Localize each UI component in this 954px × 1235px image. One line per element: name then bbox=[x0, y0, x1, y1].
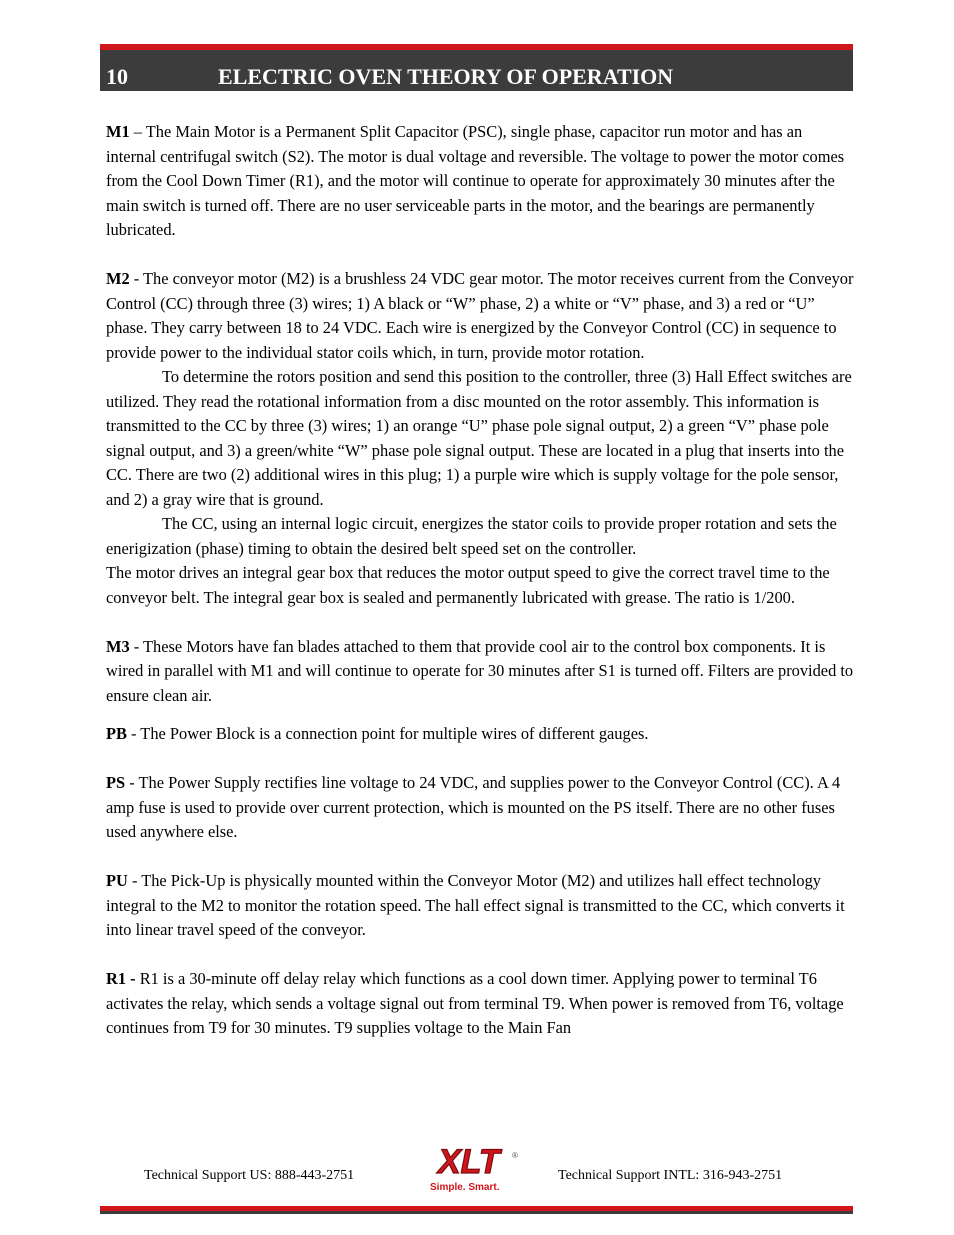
page-title: ELECTRIC OVEN THEORY OF OPERATION bbox=[218, 64, 674, 89]
xlt-logo bbox=[424, 1140, 528, 1194]
term-m1: M1 bbox=[106, 122, 130, 141]
paragraph-m2-logic: The CC, using an internal logic circuit, energizes the stator coils to provide proper rotation and sets the enerigization (phase) timing to obtain the desired belt speed set on the controller. bbox=[106, 514, 837, 558]
paragraph-ps bbox=[106, 771, 854, 845]
paragraph-pb bbox=[106, 722, 854, 747]
paragraph-r1 bbox=[106, 967, 854, 1041]
r1-description: R1 is a 30-minute off delay relay which functions as a cool down timer. Applying power to terminal T6 activates the relay, which sends a voltage signal out from terminal T9. When power is removed from T6, voltage continues from T9 for 30 minutes. T9 supplies voltage to the Main Fan bbox=[106, 969, 844, 1037]
pb-description: - The Power Block is a connection point for multiple wires of different gauges. bbox=[126, 724, 649, 743]
support-us-phone: Technical Support US: 888-443-2751 bbox=[144, 1168, 355, 1183]
ps-description: - The Power Supply rectifies line voltage to 24 VDC, and supplies power to the Conveyor Control (CC). A 4 amp fuse is used to provide over current protection, which is mounted on the PS itself. There are no other fuses used anywhere else. bbox=[106, 773, 841, 841]
m3-description: - These Motors have fan blades attached to them that provide cool air to the control box components. It is wired in parallel with M1 and will continue to operate for 30 minutes after S1 is turned off. Filters are provided to ensure clean air. bbox=[106, 636, 854, 705]
section-number: 10 bbox=[106, 64, 128, 89]
paragraph-m2-hall: To determine the rotors position and send this position to the controller, three (3) Hall Effect switches are utilized. They read the rotational information from a disc mounted on the rotor assembly. This information is transmitted to the CC by three (3) wires; 1) an orange “U” phase pole signal output, 2) a green “V” phase pole signal output, and 3) a green/white “W” phase pole signal output. These are located in a plug that inserts into the CC. There are two (2) additional wires in this plug; 1) a purple wire which is supply voltage for the pole sensor, and 2) a gray wire that is ground. bbox=[106, 367, 852, 509]
term-ps: PS bbox=[106, 773, 126, 792]
logo-wordmark: XLT bbox=[438, 1143, 500, 1181]
term-pb: PB bbox=[106, 724, 127, 743]
paragraph-m2-gear: The motor drives an integral gear box that reduces the motor output speed to give the correct travel time to the conveyor belt. The integral gear box is sealed and permanently lubricated with grease. The ratio is 1/200. bbox=[106, 563, 830, 607]
paragraph-m2 bbox=[106, 267, 854, 365]
m1-description: – The Main Motor is a Permanent Split Capacitor (PSC), single phase, capacitor run motor and has an internal centrifugal switch (S2). The motor is dual voltage and reversible. The voltage to power the motor comes from the Cool Down Timer (R1), and the motor will continue to operate for approximately 30 minutes after the main switch is turned off. There are no user serviceable parts in the motor, and the bearings are permanently lubricated. bbox=[106, 122, 845, 239]
term-m2: M2 bbox=[106, 269, 130, 288]
document-body bbox=[106, 120, 854, 1041]
support-intl-phone: Technical Support INTL: 316-943-2751 bbox=[558, 1168, 783, 1183]
term-r1: R1 - bbox=[106, 969, 136, 988]
term-m3: M3 bbox=[106, 636, 130, 656]
footer-divider bbox=[100, 1206, 853, 1214]
term-pu: PU bbox=[106, 871, 128, 890]
logo-tagline: Simple. Smart. bbox=[430, 1182, 500, 1193]
m2-description: - The conveyor motor (M2) is a brushless 24 VDC gear motor. The motor receives current from the Conveyor Control (CC) through three (3) wires; 1) A black or “W” phase, 2) a white or “V” phase, and 3) a red or “U” phase. They carry between 18 to 24 VDC. Each wire is energized by the Conveyor Control (CC) in sequence to provide power to the individual stator coils which, in turn, provide motor rotation. bbox=[106, 269, 854, 362]
paragraph-m1 bbox=[106, 120, 854, 243]
logo-registered-mark: ® bbox=[512, 1151, 518, 1160]
paragraph-m3 bbox=[106, 635, 854, 709]
pu-description: - The Pick-Up is physically mounted within the Conveyor Motor (M2) and utilizes hall effect technology integral to the M2 to monitor the rotation speed. The hall effect signal is transmitted to the CC, which converts it into linear travel speed of the conveyor. bbox=[106, 871, 845, 939]
paragraph-pu bbox=[106, 869, 854, 943]
section-header bbox=[100, 44, 853, 91]
